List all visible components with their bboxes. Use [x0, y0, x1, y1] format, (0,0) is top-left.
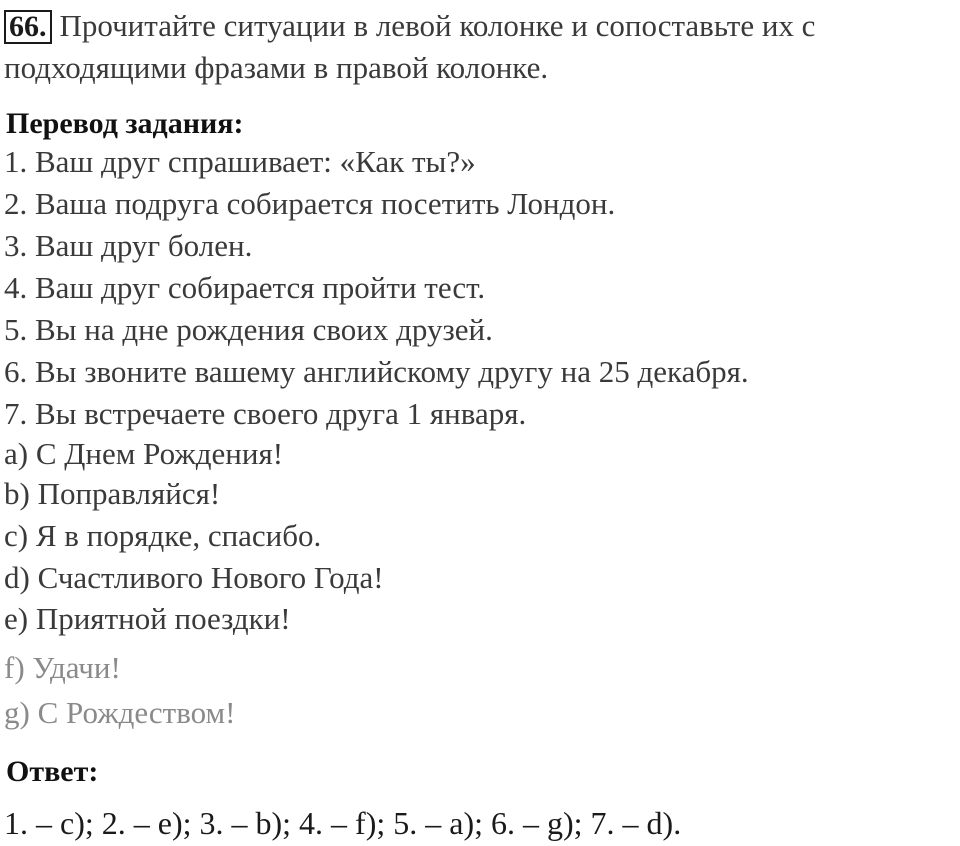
phrase-item-c: c) Я в порядке, спасибо. — [4, 518, 322, 553]
phrase-item-g: g) С Рождеством! — [4, 695, 236, 730]
phrase-item-f: f) Удачи! — [4, 650, 121, 685]
task-statement-line-2: подходящими фразами в правой колонке. — [4, 50, 549, 85]
phrase-item-b: b) Поправляйся! — [4, 476, 221, 511]
situation-item-6: 6. Вы звоните вашему английскому другу на 25 декабря. — [4, 354, 749, 389]
situation-item-4: 4. Ваш друг собирается пройти тест. — [4, 270, 486, 305]
phrase-item-d: d) Счастливого Нового Года! — [4, 560, 384, 595]
situation-item-3: 3. Ваш друг болен. — [4, 228, 253, 263]
phrase-item-e: e) Приятной поездки! — [4, 601, 291, 636]
task-text-part-1: Прочитайте ситуации в левой колонке и сопоставьте их с — [59, 8, 816, 43]
translation-heading: Перевод задания: — [6, 107, 244, 140]
situation-item-1: 1. Ваш друг спрашивает: «Как ты?» — [4, 144, 476, 179]
situation-item-2: 2. Ваша подруга собирается посетить Лондон. — [4, 186, 616, 221]
task-number-badge: 66. — [4, 10, 52, 44]
situation-item-7: 7. Вы встречаете своего друга 1 января. — [4, 396, 527, 431]
task-statement-line-1 — [4, 8, 815, 44]
situation-item-5: 5. Вы на дне рождения своих друзей. — [4, 312, 493, 347]
phrase-item-a: a) С Днем Рождения! — [4, 436, 284, 471]
answer-heading: Ответ: — [6, 755, 99, 788]
answer-text: 1. – c); 2. – e); 3. – b); 4. – f); 5. – a); 6. – g); 7. – d). — [4, 805, 682, 841]
